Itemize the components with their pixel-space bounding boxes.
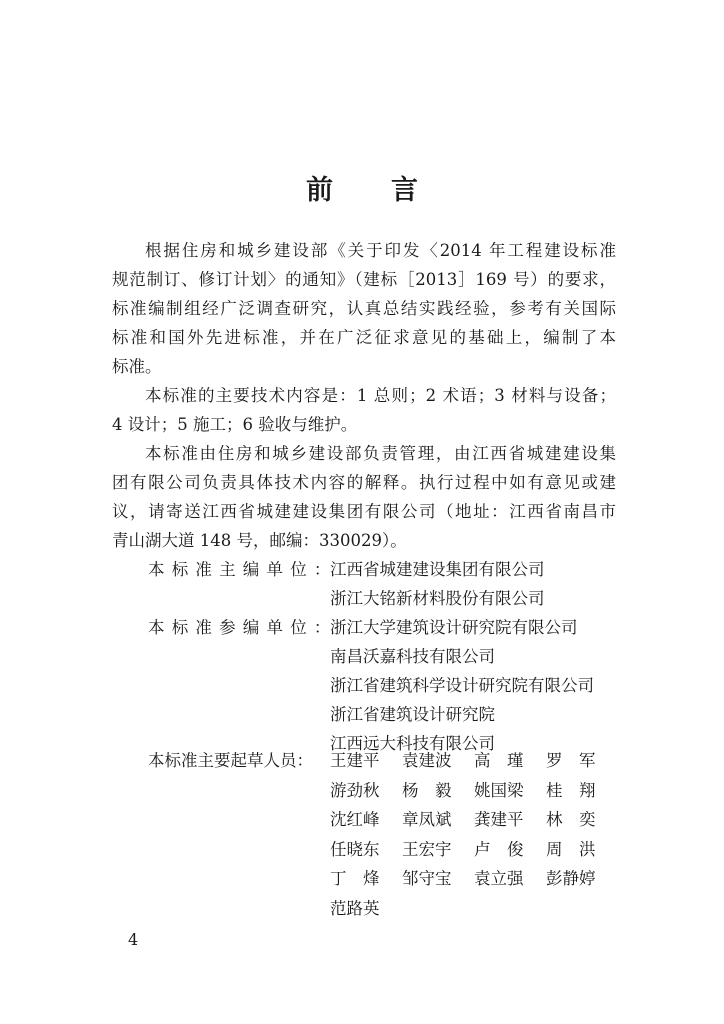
drafter-name: 高 瑾: [474, 751, 524, 770]
chief-editor-unit: 江西省城建建设集团有限公司: [330, 560, 545, 579]
drafter-name: 卢 俊: [474, 839, 524, 859]
preface-paragraph-2: [112, 381, 616, 439]
drafter-name: 袁建波: [402, 751, 452, 770]
drafter-name: 彭静婷: [546, 869, 596, 888]
drafter-name: 桂 翔: [546, 780, 596, 800]
text-line: 标准。: [112, 357, 162, 376]
co-editor-unit: 浙江大学建筑设计研究院有限公司: [330, 618, 578, 637]
co-editor-unit: 浙江省建筑科学设计研究院有限公司: [330, 676, 594, 695]
chief-editor-unit: 浙江大铭新材料股份有限公司: [330, 589, 545, 608]
drafters-row: [330, 894, 618, 924]
text-line: 标准编制组经广泛调查研究，认真总结实践经验，参考有关国际: [112, 299, 616, 318]
text-line: 议，请寄送江西省城建建设集团有限公司（地址：江西省南昌市: [112, 502, 616, 521]
drafter-name: 袁立强: [474, 869, 524, 888]
drafters-row: [330, 864, 618, 894]
co-editor-label: 本标准参编单位：: [148, 618, 338, 637]
chief-editor-label: 本标准主编单位：: [148, 560, 338, 579]
text-line: 团有限公司负责具体技术内容的解释。执行过程中如有意见或建: [112, 473, 616, 492]
drafters-row: [330, 746, 618, 776]
drafters-row: [330, 805, 618, 835]
drafters-row: [330, 776, 618, 806]
drafter-name: 游劲秋: [330, 780, 380, 800]
text-line: 规范制订、修订计划〉的通知》（建标［2013］169 号）的要求，: [112, 270, 616, 289]
text-line: 本标准由住房和城乡建设部负责管理，由江西省城建建设集: [145, 444, 616, 463]
co-editor-unit: 浙江省建筑设计研究院: [330, 705, 495, 724]
co-editor-unit: 南昌沃嘉科技有限公司: [330, 647, 495, 666]
drafter-name: 任晓东: [330, 839, 380, 859]
drafter-name: 丁 烽: [330, 869, 380, 888]
drafter-name: 杨 毅: [402, 780, 452, 800]
text-line: 青山湖大道 148 号，邮编：330029）。: [112, 531, 407, 550]
drafter-name: 王宏宇: [402, 839, 452, 859]
preface-paragraph-1: [112, 236, 616, 381]
drafters-list: [330, 746, 618, 923]
text-line: 本标准的主要技术内容是：1 总则；2 术语；3 材料与设备；: [145, 386, 616, 405]
drafter-name: 范路英: [330, 898, 380, 918]
drafter-name: 姚国梁: [474, 780, 524, 800]
text-line: 标准和国外先进标准，并在广泛征求意见的基础上，编制了本: [112, 328, 616, 347]
drafter-name: 邹守宝: [402, 869, 452, 888]
drafter-name: 罗 军: [546, 751, 596, 770]
co-editor-unit: 江西远大科技有限公司: [330, 734, 495, 753]
text-line: 根据住房和城乡建设部《关于印发〈2014 年工程建设标准: [145, 241, 616, 260]
drafter-name: 王建平: [330, 751, 380, 770]
text-line: 4 设计；5 施工；6 验收与维护。: [112, 415, 358, 434]
drafter-name: 龚建平: [474, 810, 524, 829]
page-title: 前言: [306, 175, 476, 206]
drafter-name: 章凤斌: [402, 810, 452, 829]
preface-paragraph-3: [112, 439, 616, 555]
page-number: 4: [128, 930, 139, 949]
drafters-row: [330, 835, 618, 865]
drafters-label: 本标准主要起草人员：: [148, 751, 313, 770]
drafter-name: 沈红峰: [330, 810, 380, 829]
drafter-name: 林 奕: [546, 810, 596, 829]
drafter-name: 周 洪: [546, 839, 596, 859]
